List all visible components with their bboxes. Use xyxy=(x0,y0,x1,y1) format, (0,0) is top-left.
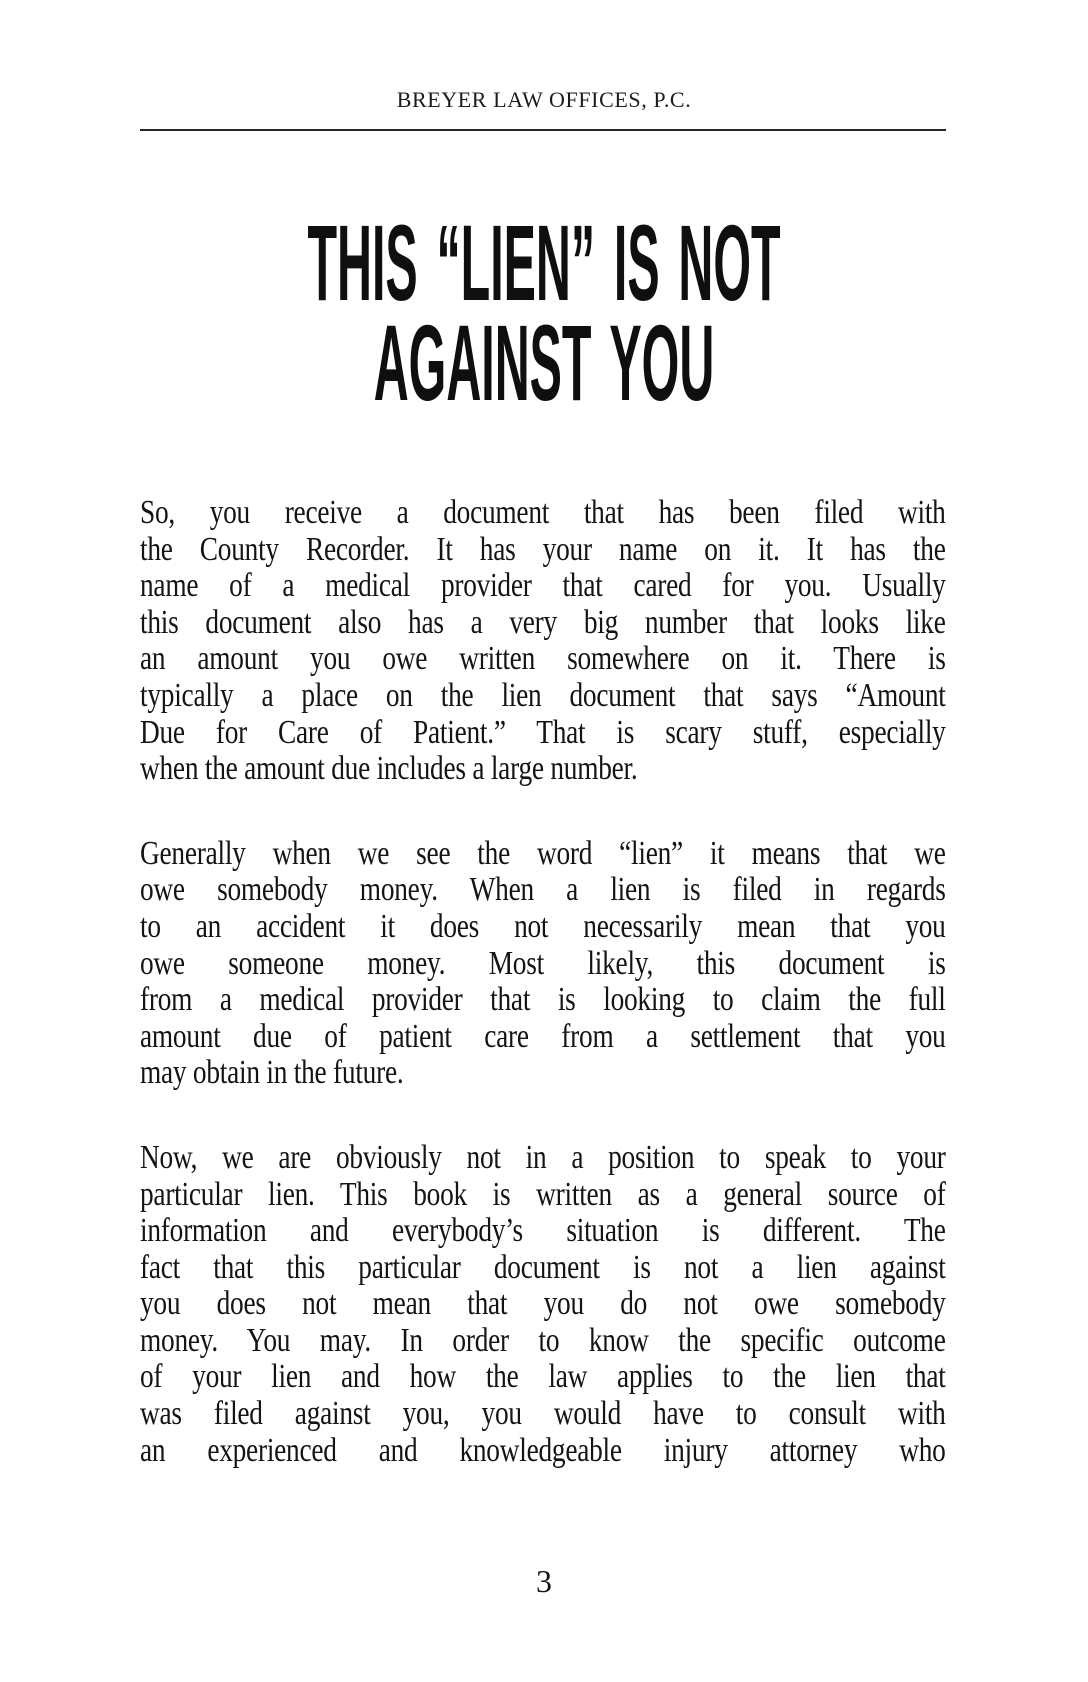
paragraph-1 xyxy=(140,495,946,788)
body-line: Due for Care of Patient.” That is scary stuff, especially xyxy=(140,713,946,751)
body-line: an amount you owe written somewhere on it. There is xyxy=(140,640,946,678)
body-line: information and everybody’s situation is different. The xyxy=(140,1212,946,1250)
body-line: amount due of patient care from a settlement that you xyxy=(140,1017,946,1055)
body-line: when the amount due includes a large number. xyxy=(140,750,638,788)
body-line: So, you receive a document that has been filed with xyxy=(140,494,946,531)
body-line: owe somebody money. When a lien is filed in regards xyxy=(140,871,946,909)
body-line: the County Recorder. It has your name on it. It has the xyxy=(140,530,946,568)
body-line: may obtain in the future. xyxy=(140,1054,404,1092)
body-line: particular lien. This book is written as a general source of xyxy=(140,1175,946,1213)
body-line: owe someone money. Most likely, this document is xyxy=(140,944,946,982)
body-line: name of a medical provider that cared for you. Usually xyxy=(140,567,946,605)
body-line: money. You may. In order to know the specific outcome xyxy=(140,1321,946,1359)
body-line: Now, we are obviously not in a position to speak to your xyxy=(140,1138,946,1176)
chapter-title xyxy=(300,202,787,423)
body-line: this document also has a very big number that looks like xyxy=(140,603,946,641)
paragraph-2 xyxy=(140,836,946,1092)
page-number: 3 xyxy=(536,1563,552,1599)
body-line: you does not mean that you do not owe somebody xyxy=(140,1285,946,1323)
body-line: from a medical provider that is looking to claim the full xyxy=(140,981,946,1019)
body-line: Generally when we see the word “lien” it means that we xyxy=(140,834,946,872)
chapter-title-line-1: THIS “LIEN” IS NOT xyxy=(307,202,781,323)
header-divider-rule xyxy=(140,129,946,131)
body-text xyxy=(140,495,946,1469)
body-line: to an accident it does not necessarily mean that you xyxy=(140,907,946,945)
body-line: was filed against you, you would have to consult with xyxy=(140,1395,946,1433)
body-line: fact that this particular document is not a lien against xyxy=(140,1248,946,1286)
paragraph-3 xyxy=(140,1140,946,1469)
chapter-title-line-2: AGAINST YOU xyxy=(373,302,715,423)
body-line: typically a place on the lien document that says “Amount xyxy=(140,676,946,714)
running-header-title: BREYER LAW OFFICES, P.C. xyxy=(396,87,692,112)
body-line: of your lien and how the law applies to the lien that xyxy=(140,1358,946,1396)
body-line: an experienced and knowledgeable injury attorney who xyxy=(140,1431,946,1469)
